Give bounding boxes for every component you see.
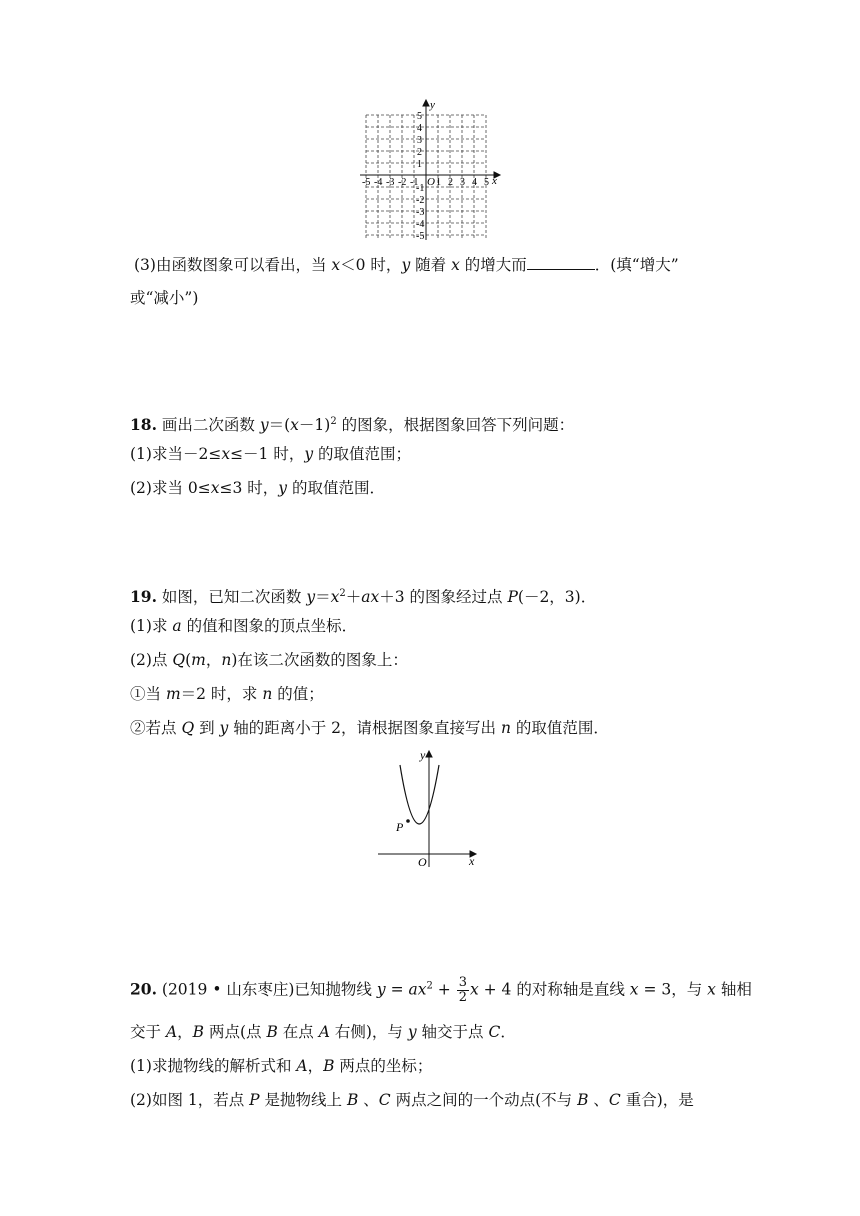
axes (378, 751, 476, 867)
text: 的取值范围． (287, 479, 385, 497)
var: B (346, 1091, 359, 1109)
x-tick-label: -1 (410, 177, 419, 188)
exponent: 2 (339, 588, 346, 599)
text: )在该二次函数的图象上： (231, 651, 408, 669)
var: C (378, 1091, 391, 1109)
var: n (221, 651, 232, 669)
text: (1)求 (130, 617, 173, 635)
var: x (469, 980, 479, 999)
text: 、 (588, 1091, 609, 1109)
numerator: 3 (458, 975, 467, 990)
exponent: 2 (330, 416, 337, 427)
text: 的取值范围． (510, 719, 609, 737)
q20-part2 (130, 1090, 694, 1110)
x-axis-label: x (469, 854, 475, 868)
var: y (278, 479, 288, 497)
var: x (629, 980, 639, 999)
q20-part1 (130, 1056, 432, 1076)
text: ． (500, 1023, 516, 1041)
x-tick-label: 3 (460, 177, 465, 188)
text: ， (307, 1057, 324, 1075)
x-tick-label: -5 (362, 177, 371, 188)
y-tick-label: 1 (417, 159, 422, 170)
text: ＝ (315, 588, 331, 607)
x-tick-label: 4 (472, 177, 477, 188)
var: y (306, 588, 316, 607)
denominator: 2 (458, 990, 467, 1005)
x-tick-label: 2 (448, 177, 453, 188)
var: n (262, 685, 273, 703)
text: －1) (298, 416, 331, 435)
text: 或“减小”) (130, 289, 199, 307)
q19-sub1 (130, 684, 324, 704)
var: Q (172, 651, 186, 669)
x-tick-label: 5 (484, 177, 489, 188)
text: 的图象，根据图象回答下列问题： (336, 416, 575, 435)
y-tick-label: -3 (416, 207, 425, 218)
text: ， (205, 651, 222, 669)
var: x (451, 256, 460, 274)
var: m (191, 651, 206, 669)
text: 是抛物线上 (259, 1091, 347, 1109)
q20-stem-line1 (130, 976, 752, 1005)
var: x (290, 416, 299, 435)
text: ＝( (268, 416, 291, 435)
y-tick-label: 5 (417, 111, 422, 122)
y-axis-label: y (430, 99, 435, 111)
var: B (577, 1091, 589, 1109)
y-tick-label: 2 (417, 147, 422, 158)
text: 的值； (272, 685, 324, 703)
text: 右侧)，与 (329, 1023, 408, 1041)
text: ( (185, 651, 192, 669)
y-tick-label: 4 (417, 123, 422, 134)
var: y (407, 1023, 417, 1041)
text: + 4 (478, 980, 512, 999)
var: y (401, 256, 411, 274)
text: 到 (194, 719, 220, 737)
text: ≤－1 时， (230, 445, 305, 463)
question-number: 20. (130, 979, 157, 999)
q19-part1 (130, 616, 357, 636)
text: 两点的坐标； (334, 1057, 433, 1075)
x-tick-label: 1 (436, 177, 441, 188)
parabola-curve (400, 765, 439, 824)
text: = (385, 980, 409, 999)
var: A (318, 1023, 330, 1041)
text: ．(填“增大” (594, 256, 679, 274)
text: 轴交于点 (416, 1023, 489, 1041)
x-axis-label: x (492, 175, 497, 187)
parabola-figure (372, 745, 482, 870)
var: x (707, 980, 716, 999)
var: ax (408, 980, 427, 999)
text: ②若点 (130, 719, 182, 737)
y-tick-label: -5 (416, 231, 425, 242)
y-tick-label: 3 (417, 135, 422, 146)
x-tick-label: -3 (386, 177, 395, 188)
y-tick-label: -2 (416, 195, 425, 206)
q18-stem (130, 412, 574, 435)
text: 在点 (277, 1023, 319, 1041)
var: C (608, 1091, 621, 1109)
text: (2)如图 1，若点 (130, 1091, 250, 1109)
text: 画出二次函数 (156, 416, 260, 435)
var: P (249, 1091, 260, 1109)
exponent: 2 (426, 980, 433, 992)
var: B (192, 1023, 205, 1041)
question-number: 18. (130, 415, 157, 435)
text: 如图，已知二次函数 (156, 588, 307, 607)
var: B (323, 1057, 335, 1075)
text: 轴的距离小于 2，请根据图象直接写出 (228, 719, 501, 737)
answer-blank[interactable] (527, 255, 595, 270)
text: (2)点 (130, 651, 173, 669)
q17-part3-line2 (130, 288, 198, 308)
var: B (266, 1023, 278, 1041)
text: 重合)，是 (620, 1091, 694, 1109)
var: x (221, 445, 231, 463)
fraction (457, 976, 469, 1005)
text: (3)由函数图象可以看出，当 (134, 256, 332, 274)
var: y (376, 980, 386, 999)
y-tick-label: -1 (416, 183, 425, 194)
text: (1)求当－2≤ (130, 445, 222, 463)
axes (360, 100, 500, 240)
text: ≤3 时， (219, 479, 279, 497)
text: ＜0 时， (340, 256, 402, 274)
q17-part3-line1 (134, 255, 679, 275)
text: ＋3 的图象经过点 (379, 588, 508, 607)
var: Q (181, 719, 195, 737)
text: = 3 (638, 980, 672, 999)
var: ax (361, 588, 380, 607)
source-text: (2019 • 山东枣庄)已知抛物线 (156, 980, 377, 999)
text: 的增大而 (459, 256, 527, 274)
var: x (331, 256, 341, 274)
text: 、 (358, 1091, 379, 1109)
text: (2)求当 0≤ (130, 479, 211, 497)
var: n (500, 719, 511, 737)
text: 交于 (130, 1023, 166, 1041)
text: 轴相 (715, 980, 752, 999)
var: m (165, 685, 181, 703)
text: + (432, 980, 456, 999)
text: ，与 (671, 980, 708, 999)
var: y (304, 445, 314, 463)
var: x (210, 479, 220, 497)
var: C (488, 1023, 501, 1041)
text: ①当 (130, 685, 166, 703)
point-p-marker (406, 819, 410, 823)
q18-part1 (130, 444, 411, 464)
text: 两点之间的一个动点(不与 (390, 1091, 578, 1109)
origin-label: O (427, 176, 435, 188)
var: a (172, 617, 182, 635)
origin-label: O (418, 855, 427, 869)
q19-stem (130, 584, 596, 607)
point-p-label: P (396, 820, 404, 834)
y-axis-label: y (420, 748, 426, 762)
text: ＝2 时，求 (180, 685, 263, 703)
var: P (507, 588, 518, 607)
var: y (259, 416, 269, 435)
text: 两点(点 (204, 1023, 267, 1041)
text: (1)求抛物线的解析式和 (130, 1057, 297, 1075)
x-tick-label: -2 (398, 177, 407, 188)
text: (－2，3)． (517, 588, 597, 607)
question-number: 19. (130, 587, 157, 607)
text: 随着 (410, 256, 452, 274)
text: 的对称轴是直线 (511, 980, 630, 999)
q19-sub2 (130, 718, 609, 738)
var: A (165, 1023, 178, 1041)
text: ＋ (345, 588, 362, 607)
text: 的取值范围； (313, 445, 412, 463)
q20-stem-line2 (130, 1022, 516, 1042)
x-tick-label: -4 (374, 177, 383, 188)
text: 的值和图象的顶点坐标． (181, 617, 358, 635)
var: x (330, 588, 340, 607)
y-tick-label: -4 (416, 219, 425, 230)
grid-coordinate-figure (356, 98, 506, 248)
q18-part2 (130, 478, 385, 498)
var: A (296, 1057, 308, 1075)
var: y (219, 719, 229, 737)
text: ， (177, 1023, 193, 1041)
q19-part2 (130, 650, 408, 670)
